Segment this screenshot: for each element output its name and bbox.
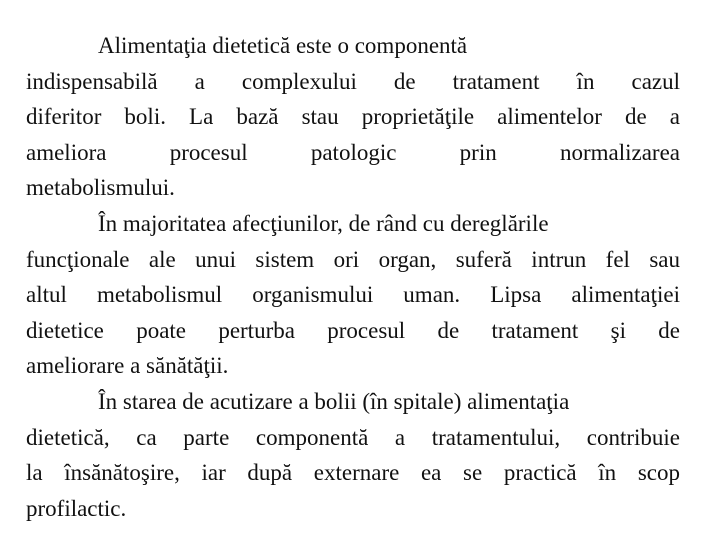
text-line: În starea de acutizare a bolii (în spitale) alimentaţia <box>98 388 570 414</box>
document-page <box>26 28 680 526</box>
text-line: metabolismului. <box>26 175 175 201</box>
text-line: la însănătoşire, iar după externare ea se practică în scop <box>26 460 680 486</box>
text-line: dietetice poate perturba procesul de tratament şi de <box>26 317 680 343</box>
paragraph-1 <box>26 28 680 206</box>
paragraph-2 <box>26 206 680 384</box>
text-line: diferitor boli. La bază stau proprietăţile alimentelor de a <box>26 104 680 130</box>
text-line: indispensabilă a complexului de tratament în cazul <box>26 68 680 94</box>
text-line: În majoritatea afecţiunilor, de rând cu dereglările <box>98 210 549 236</box>
text-line: Alimentaţia dietetică este o componentă <box>98 33 468 58</box>
text-line: ameliorare a sănătăţii. <box>26 353 229 379</box>
paragraph-3 <box>26 384 680 526</box>
text-line: altul metabolismul organismului uman. Lipsa alimentaţiei <box>26 282 680 308</box>
text-line: dietetică, ca parte componentă a tratamentului, contribuie <box>26 424 680 450</box>
text-line: profilactic. <box>26 495 127 521</box>
text-line: ameliora procesul patologic prin normalizarea <box>26 139 680 165</box>
text-line: funcţionale ale unui sistem ori organ, suferă intrun fel sau <box>26 246 680 272</box>
